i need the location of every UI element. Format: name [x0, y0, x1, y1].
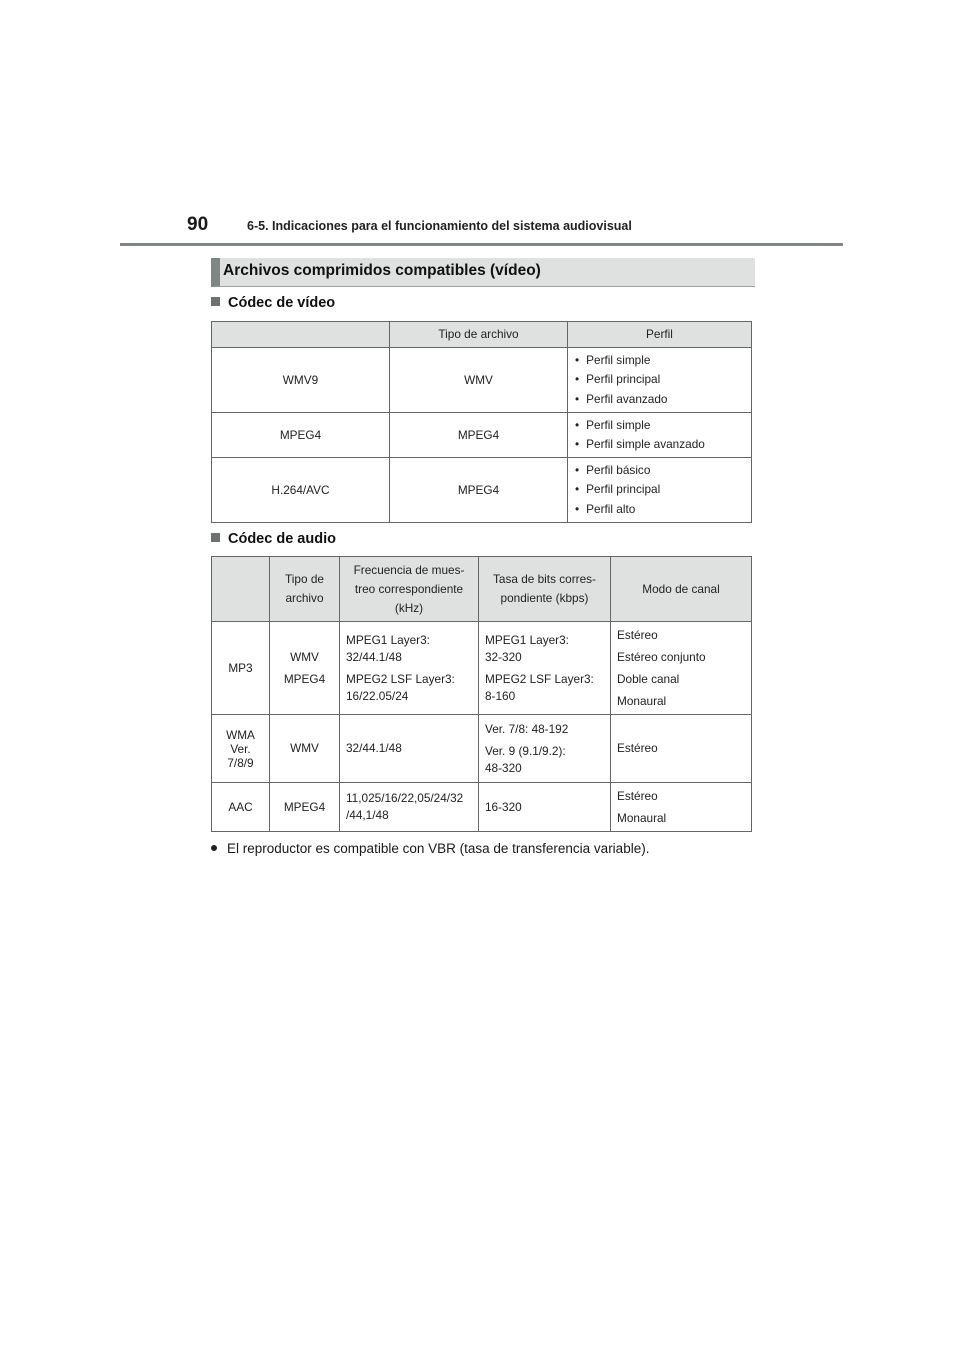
file-type: WMV: [290, 741, 319, 755]
file-type-cell: WMV: [390, 348, 568, 413]
channel-mode: Monaural: [617, 693, 667, 708]
bitrate-entry: [485, 632, 604, 666]
column-header: Tipo de archivo: [390, 322, 568, 348]
frequency-cell: [340, 622, 479, 715]
bitrate-entry: [485, 743, 604, 777]
column-header-line: Modo de canal: [642, 581, 720, 596]
channel-mode: Estéreo: [617, 788, 658, 803]
file-type-cell: [270, 783, 340, 832]
column-header-line: Tasa de bits corres-: [493, 572, 596, 586]
column-header: [340, 557, 479, 622]
codec-cell: [212, 715, 270, 783]
table-header-row: [212, 557, 752, 622]
table-row: [212, 715, 752, 783]
column-header-line: Tipo de: [285, 572, 324, 586]
bitrate-line: Ver. 7/8: 48-192: [485, 721, 569, 736]
list-item: • Perfil alto: [574, 500, 745, 520]
profile-cell: [568, 458, 752, 523]
frequency-line: 32/44.1/48: [346, 649, 402, 664]
column-header: [479, 557, 611, 622]
codec-line: MP3: [228, 661, 253, 675]
list-item: • Perfil simple avanzado: [574, 435, 745, 455]
video-codec-table: [211, 321, 752, 523]
column-header-line: archivo: [285, 591, 324, 605]
square-bullet-icon: [211, 533, 220, 542]
codec-cell: WMV9: [212, 348, 390, 413]
bitrate-entry: [485, 799, 604, 816]
bitrate-line: 8-160: [485, 688, 516, 703]
bitrate-line: MPEG1 Layer3:: [485, 632, 569, 647]
list-item: • Perfil simple: [574, 416, 745, 436]
list-item: • Perfil simple: [574, 351, 745, 371]
profile-list: [574, 461, 745, 520]
frequency-line: MPEG2 LSF Layer3:: [346, 671, 455, 686]
channel-mode: Estéreo: [617, 741, 658, 755]
page-number: 90: [187, 214, 209, 235]
footnote-text: El reproductor es compatible con VBR (tasa de transferencia variable).: [227, 841, 650, 856]
frequency-line: 16/22.05/24: [346, 688, 409, 703]
column-header-line: pondiente (kbps): [500, 591, 589, 605]
column-header: [212, 557, 270, 622]
codec-line: AAC: [228, 800, 253, 814]
codec-cell: [212, 783, 270, 832]
table-row: [212, 413, 752, 458]
audio-codec-heading: [211, 531, 336, 547]
bitrate-entry: [485, 721, 604, 738]
frequency-line: 32/44.1/48: [346, 741, 402, 755]
square-bullet-icon: [211, 297, 220, 306]
channel-mode-cell: [611, 622, 752, 715]
running-header: 6-5. Indicaciones para el funcionamiento del sistema audiovisual: [247, 219, 632, 233]
column-header-line: (kHz): [394, 600, 424, 615]
video-codec-heading: [211, 295, 335, 311]
file-type: MPEG4: [283, 671, 326, 686]
file-type-cell: MPEG4: [390, 458, 568, 523]
list-item: • Perfil principal: [574, 370, 745, 390]
channel-mode: Doble canal: [617, 671, 680, 686]
frequency-cell: [340, 715, 479, 783]
table-row: [212, 622, 752, 715]
table-row: [212, 783, 752, 832]
column-header: Perfil: [568, 322, 752, 348]
frequency-entry: [346, 671, 472, 705]
bitrate-cell: [479, 783, 611, 832]
audio-codec-table: [211, 556, 752, 832]
file-type: WMV: [290, 649, 319, 664]
list-item: • Perfil básico: [574, 461, 745, 481]
codec-cell: [212, 622, 270, 715]
list-item: • Perfil avanzado: [574, 390, 745, 410]
file-type-cell: [270, 715, 340, 783]
column-header: [611, 557, 752, 622]
table-row: [212, 458, 752, 523]
bitrate-cell: [479, 715, 611, 783]
bitrate-line: 32-320: [485, 649, 522, 664]
profile-cell: [568, 413, 752, 458]
file-type: MPEG4: [283, 799, 326, 814]
header-rule: [120, 243, 843, 246]
codec-line: 7/8/9: [227, 755, 254, 770]
frequency-line: 11,025/16/22,05/24/32: [346, 791, 464, 805]
codec-cell: MPEG4: [212, 413, 390, 458]
file-type-cell: MPEG4: [390, 413, 568, 458]
channel-mode: Monaural: [617, 810, 667, 825]
column-header: [270, 557, 340, 622]
bitrate-line: 48-320: [485, 760, 522, 775]
column-header-line: Frecuencia de mues-: [353, 562, 465, 577]
audio-codec-heading-text: Códec de audio: [228, 531, 336, 547]
footnote: [211, 841, 649, 856]
column-header-line: treo correspondiente: [354, 581, 464, 596]
section-title: Archivos comprimidos compatibles (vídeo): [223, 262, 541, 279]
codec-cell: H.264/AVC: [212, 458, 390, 523]
channel-mode-cell: [611, 715, 752, 783]
channel-mode: Estéreo: [617, 627, 658, 642]
codec-line: WMA Ver.: [226, 727, 255, 756]
column-header: [212, 322, 390, 348]
frequency-line: /44,1/48: [346, 808, 389, 822]
channel-mode-cell: [611, 783, 752, 832]
profile-list: [574, 351, 745, 410]
bitrate-line: Ver. 9 (9.1/9.2):: [485, 743, 566, 758]
frequency-entry: [346, 740, 472, 757]
frequency-line: MPEG1 Layer3:: [346, 632, 430, 647]
bitrate-line: 16-320: [485, 799, 522, 814]
frequency-cell: [340, 783, 479, 832]
table-row: [212, 348, 752, 413]
bitrate-line: MPEG2 LSF Layer3:: [485, 671, 594, 686]
bitrate-cell: [479, 622, 611, 715]
frequency-entry: [346, 790, 472, 824]
video-codec-heading-text: Códec de vídeo: [228, 295, 336, 311]
profile-list: [574, 416, 745, 455]
file-type-cell: [270, 622, 340, 715]
bitrate-entry: [485, 671, 604, 705]
profile-cell: [568, 348, 752, 413]
table-header-row: [212, 322, 752, 348]
bullet-dot-icon: [211, 845, 217, 851]
list-item: • Perfil principal: [574, 480, 745, 500]
channel-mode: Estéreo conjunto: [617, 649, 706, 664]
frequency-entry: [346, 632, 472, 666]
